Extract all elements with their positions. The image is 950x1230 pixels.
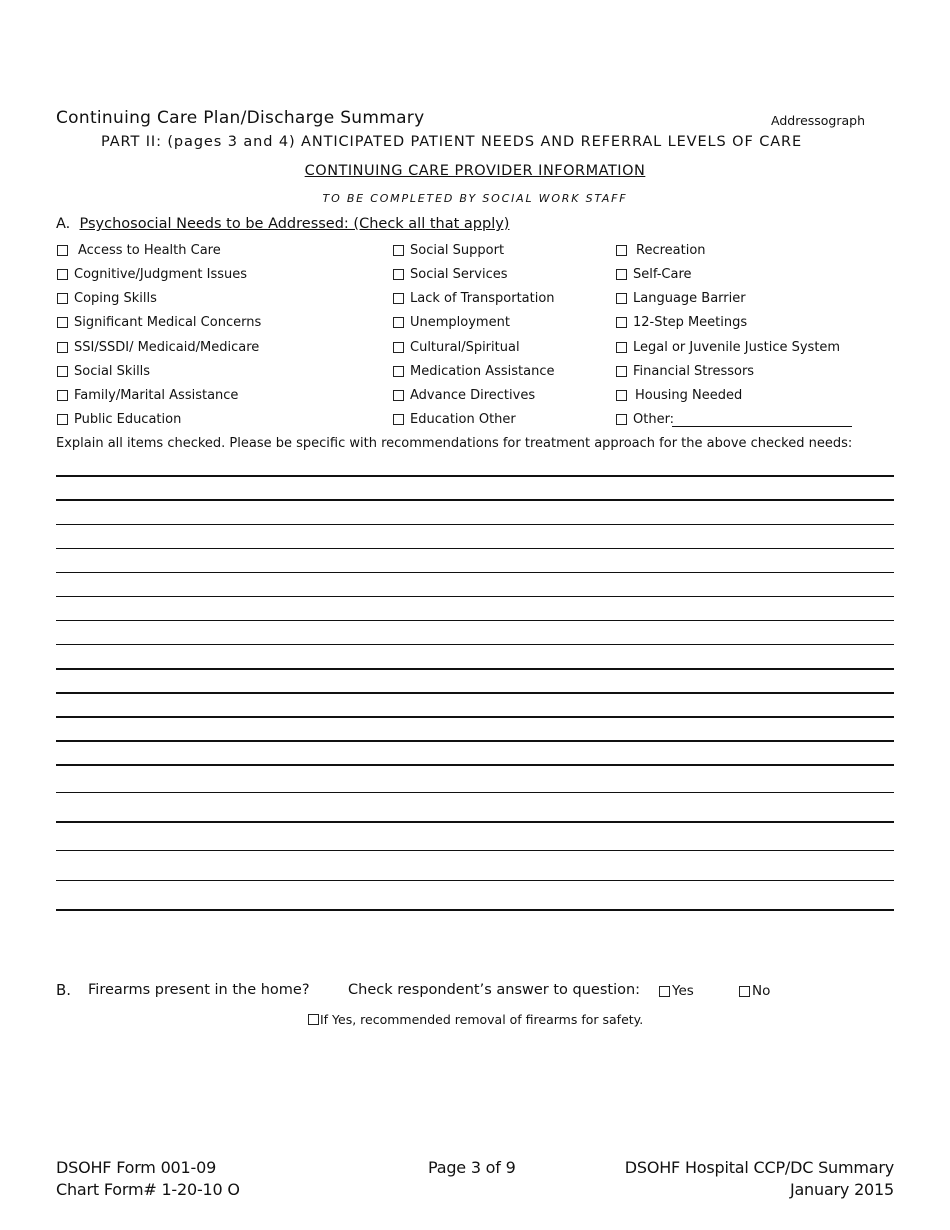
checkbox[interactable] <box>616 414 627 425</box>
checkbox[interactable] <box>57 317 68 328</box>
removal-checkbox[interactable] <box>308 1014 319 1025</box>
checkbox[interactable] <box>393 366 404 377</box>
writing-line[interactable] <box>56 692 894 694</box>
needs-item[interactable] <box>393 267 508 282</box>
needs-item[interactable] <box>57 340 259 355</box>
writing-line[interactable] <box>56 475 894 477</box>
writing-line[interactable] <box>56 524 894 525</box>
needs-item[interactable] <box>57 315 261 330</box>
checkbox[interactable] <box>616 245 627 256</box>
needs-label: SSI/SSDI/ Medicaid/Medicare <box>74 340 260 355</box>
needs-item[interactable] <box>57 412 181 427</box>
needs-label: Language Barrier <box>633 291 746 306</box>
needs-label: Family/Marital Assistance <box>74 388 239 403</box>
form-number: DSOHF Form 001-09 <box>56 1158 217 1177</box>
needs-label: Access to Health Care <box>78 243 221 258</box>
needs-label: Education Other <box>410 412 516 427</box>
checkbox[interactable] <box>616 342 627 353</box>
checkbox[interactable] <box>57 342 68 353</box>
needs-item[interactable] <box>393 291 555 306</box>
writing-line[interactable] <box>56 716 894 718</box>
needs-item[interactable] <box>393 412 516 427</box>
writing-line[interactable] <box>56 821 894 823</box>
page-number: Page 3 of 9 <box>428 1158 516 1177</box>
needs-label: Significant Medical Concerns <box>74 315 262 330</box>
explain-instruction: Explain all items checked. Please be specific with recommendations for treatment approach for the above checked needs: <box>56 436 853 451</box>
writing-line[interactable] <box>56 644 894 645</box>
checkbox[interactable] <box>616 366 627 377</box>
writing-line[interactable] <box>56 880 894 881</box>
writing-line[interactable] <box>56 668 894 670</box>
checkbox[interactable] <box>393 293 404 304</box>
checkbox[interactable] <box>57 293 68 304</box>
writing-line[interactable] <box>56 499 894 501</box>
needs-label: Other: <box>633 412 675 427</box>
writing-line[interactable] <box>56 764 894 766</box>
yes-label: Yes <box>672 983 694 999</box>
writing-line[interactable] <box>56 596 894 597</box>
needs-item[interactable] <box>57 364 150 379</box>
checkbox[interactable] <box>393 245 404 256</box>
chart-form-number: Chart Form# 1-20-10 O <box>56 1180 240 1199</box>
firearms-question: Firearms present in the home? <box>88 982 310 998</box>
checkbox[interactable] <box>616 269 627 280</box>
needs-label: Cognitive/Judgment Issues <box>74 267 248 282</box>
needs-label: Self-Care <box>633 267 692 282</box>
needs-item[interactable] <box>616 243 706 258</box>
section-b-letter: B. <box>56 981 72 999</box>
needs-item-other[interactable] <box>616 412 852 427</box>
no-option[interactable] <box>739 983 770 999</box>
needs-label: Recreation <box>636 243 706 258</box>
writing-line[interactable] <box>56 850 894 851</box>
needs-item[interactable] <box>616 364 754 379</box>
checkbox[interactable] <box>57 390 68 401</box>
checkbox[interactable] <box>57 414 68 425</box>
checkbox[interactable] <box>57 269 68 280</box>
needs-item[interactable] <box>393 243 504 258</box>
summary-title: DSOHF Hospital CCP/DC Summary <box>624 1158 894 1177</box>
needs-item[interactable] <box>393 388 535 403</box>
removal-option[interactable] <box>308 1012 643 1027</box>
needs-label: Medication Assistance <box>410 364 555 379</box>
other-input-line[interactable] <box>672 412 852 427</box>
check-prompt: Check respondent’s answer to question: <box>348 982 641 998</box>
writing-line[interactable] <box>56 740 894 742</box>
removal-label: If Yes, recommended removal of firearms for safety. <box>320 1012 644 1027</box>
needs-label: Coping Skills <box>74 291 157 306</box>
needs-label: Social Support <box>410 243 505 258</box>
section-subtitle-text: CONTINUING CARE PROVIDER INFORMATION <box>304 163 646 179</box>
needs-item[interactable] <box>393 364 555 379</box>
needs-item[interactable] <box>393 340 520 355</box>
checkbox[interactable] <box>393 342 404 353</box>
form-title: Continuing Care Plan/Discharge Summary <box>56 108 425 128</box>
checkbox[interactable] <box>393 414 404 425</box>
checkbox[interactable] <box>616 293 627 304</box>
needs-label: Lack of Transportation <box>410 291 555 306</box>
no-label: No <box>752 983 771 999</box>
section-a-title: Psychosocial Needs to be Addressed: (Check all that apply) <box>79 216 510 232</box>
needs-label: Social Services <box>410 267 508 282</box>
writing-line[interactable] <box>56 548 894 549</box>
needs-label: Legal or Juvenile Justice System <box>633 340 841 355</box>
yes-checkbox[interactable] <box>659 986 670 997</box>
instruction-text: TO BE COMPLETED BY SOCIAL WORK STAFF <box>322 192 628 205</box>
checkbox[interactable] <box>57 245 68 256</box>
needs-label: Social Skills <box>74 364 151 379</box>
section-a-heading <box>56 216 509 232</box>
needs-item[interactable] <box>616 388 742 403</box>
needs-item[interactable] <box>616 291 746 306</box>
needs-label: Unemployment <box>410 315 510 330</box>
writing-line[interactable] <box>56 572 894 573</box>
yes-option[interactable] <box>659 983 694 999</box>
section-a-letter: A. <box>56 216 71 232</box>
needs-label: Advance Directives <box>410 388 536 403</box>
checkbox[interactable] <box>616 317 627 328</box>
writing-line[interactable] <box>56 620 894 621</box>
needs-item[interactable] <box>57 243 221 258</box>
checkbox[interactable] <box>616 390 627 401</box>
needs-label: 12-Step Meetings <box>633 315 748 330</box>
writing-line[interactable] <box>56 792 894 793</box>
needs-item[interactable] <box>616 340 840 355</box>
writing-line[interactable] <box>56 909 894 911</box>
revision-date: January 2015 <box>789 1180 894 1199</box>
needs-item[interactable] <box>57 291 157 306</box>
needs-item[interactable] <box>57 267 247 282</box>
needs-label: Public Education <box>74 412 182 427</box>
needs-item[interactable] <box>57 388 238 403</box>
no-checkbox[interactable] <box>739 986 750 997</box>
checkbox[interactable] <box>393 269 404 280</box>
checkbox[interactable] <box>57 366 68 377</box>
addressograph-label: Addressograph <box>771 113 866 128</box>
needs-item[interactable] <box>393 315 510 330</box>
needs-item[interactable] <box>616 267 692 282</box>
needs-label: Financial Stressors <box>633 364 755 379</box>
section-subtitle <box>0 163 950 179</box>
checkbox[interactable] <box>393 390 404 401</box>
needs-item[interactable] <box>616 315 747 330</box>
needs-label: Housing Needed <box>635 388 743 403</box>
needs-label: Cultural/Spiritual <box>410 340 520 355</box>
checkbox[interactable] <box>393 317 404 328</box>
part-heading: PART II: (pages 3 and 4) ANTICIPATED PATIENT NEEDS AND REFERRAL LEVELS OF CARE <box>101 134 803 150</box>
